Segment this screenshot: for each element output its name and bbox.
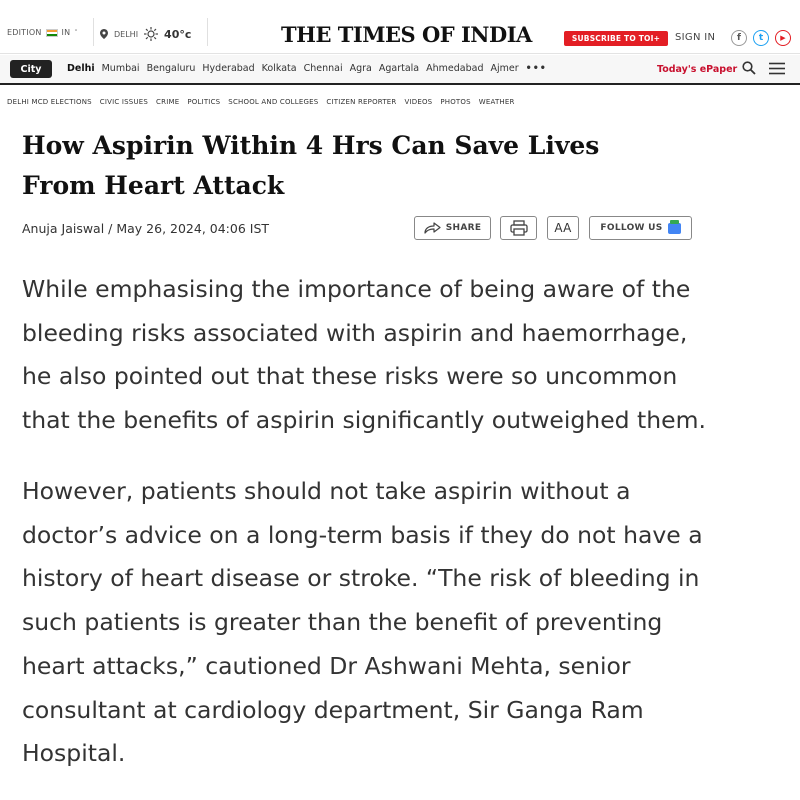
subnav-link[interactable]: CRIME — [156, 98, 180, 106]
article-title — [22, 126, 662, 206]
epaper-link[interactable]: Today's ePaper — [657, 64, 738, 75]
nav-link-agartala[interactable]: Agartala — [378, 63, 420, 74]
follow-us-button[interactable] — [589, 216, 692, 240]
nav-link-agra[interactable]: Agra — [349, 63, 372, 74]
city-links — [67, 63, 554, 74]
nav-link-kolkata[interactable]: Kolkata — [261, 63, 297, 74]
title-line: How Aspirin Within 4 Hrs Can Save Lives — [22, 131, 600, 160]
divider — [207, 18, 208, 46]
hamburger-menu-icon[interactable] — [769, 62, 785, 79]
paragraph-line: consultant at cardiology department, Sir Ganga Ram — [22, 695, 644, 724]
paragraph-line: history of heart disease or stroke. “The risk of bleeding in — [22, 564, 700, 593]
font-size-button[interactable]: AA — [547, 216, 579, 240]
title-line: From Heart Attack — [22, 171, 285, 200]
youtube-icon[interactable]: ▶ — [775, 30, 791, 46]
article-paragraph-2 — [22, 470, 762, 776]
edition-label: EDITION — [7, 28, 42, 37]
nav-link-hyderabad[interactable]: Hyderabad — [202, 63, 255, 74]
chevron-down-icon: ˅ — [74, 28, 78, 37]
printer-icon — [510, 220, 528, 236]
subnav-link[interactable]: WEATHER — [478, 98, 515, 106]
top-bar — [0, 8, 800, 54]
subnav-link[interactable]: CIVIC ISSUES — [99, 98, 149, 106]
twitter-icon[interactable]: t — [753, 30, 769, 46]
subscribe-button[interactable]: SUBSCRIBE TO TOI+ — [564, 31, 668, 46]
share-label: SHARE — [445, 223, 482, 233]
divider — [93, 18, 94, 46]
article-byline: Anuja Jaiswal / May 26, 2024, 04:06 IST — [22, 221, 270, 236]
google-news-icon — [668, 223, 681, 234]
edition-value: IN — [61, 28, 71, 37]
subnav-link[interactable]: DELHI MCD ELECTIONS — [7, 98, 92, 106]
subnav-link[interactable]: VIDEOS — [404, 98, 433, 106]
paragraph-line: Hospital. — [22, 739, 126, 768]
subnav-link[interactable]: CITIZEN REPORTER — [326, 98, 397, 106]
paragraph-line: While emphasising the importance of being aware of the — [22, 275, 691, 303]
nav-link-ajmer[interactable]: Ajmer — [490, 63, 519, 74]
nav-link-ahmedabad[interactable]: Ahmedabad — [426, 63, 484, 74]
paragraph-line: doctor’s advice on a long-term basis if they do not have a — [22, 520, 703, 549]
paragraph-line: bleeding risks associated with aspirin and haemorrhage, — [22, 318, 688, 347]
nav-link-delhi[interactable]: Delhi — [67, 63, 95, 74]
subnav-link[interactable]: SCHOOL AND COLLEGES — [228, 98, 319, 106]
facebook-icon[interactable]: f — [731, 30, 747, 46]
share-icon — [424, 222, 441, 234]
nav-link-chennai[interactable]: Chennai — [303, 63, 343, 74]
city-tab[interactable]: City — [10, 60, 52, 78]
paragraph-line: However, patients should not take aspirin without a — [22, 477, 631, 505]
location-label: DELHI — [114, 29, 139, 39]
search-icon[interactable] — [742, 61, 756, 79]
subnav-link[interactable]: POLITICS — [187, 98, 221, 106]
nav-link-bengaluru[interactable]: Bengaluru — [146, 63, 196, 74]
article-paragraph-1 — [22, 268, 762, 443]
temperature-value: 40°c — [164, 27, 192, 41]
city-navigation — [0, 55, 800, 85]
paragraph-line: heart attacks,” cautioned Dr Ashwani Mehta, senior — [22, 651, 631, 680]
subnav-link[interactable]: PHOTOS — [440, 98, 471, 106]
print-button[interactable] — [500, 216, 537, 240]
location-pin-icon — [100, 29, 108, 39]
india-flag-icon — [46, 29, 58, 37]
paragraph-line: that the benefits of aspirin significantly outweighed them. — [22, 406, 706, 435]
sub-navigation — [7, 98, 523, 106]
paragraph-line: he also pointed out that these risks were so uncommon — [22, 362, 678, 391]
site-logo[interactable]: THE TIMES OF INDIA — [281, 22, 532, 47]
more-menu-icon[interactable]: ••• — [525, 63, 547, 74]
edition-selector[interactable] — [7, 28, 78, 37]
share-button[interactable] — [414, 216, 491, 240]
paragraph-line: such patients is greater than the benefit of preventing — [22, 608, 663, 637]
follow-label: FOLLOW US — [600, 223, 663, 233]
location-weather[interactable] — [100, 27, 191, 41]
sign-in-link[interactable]: SIGN IN — [675, 32, 716, 43]
sun-icon — [144, 27, 158, 41]
nav-link-mumbai[interactable]: Mumbai — [101, 63, 140, 74]
